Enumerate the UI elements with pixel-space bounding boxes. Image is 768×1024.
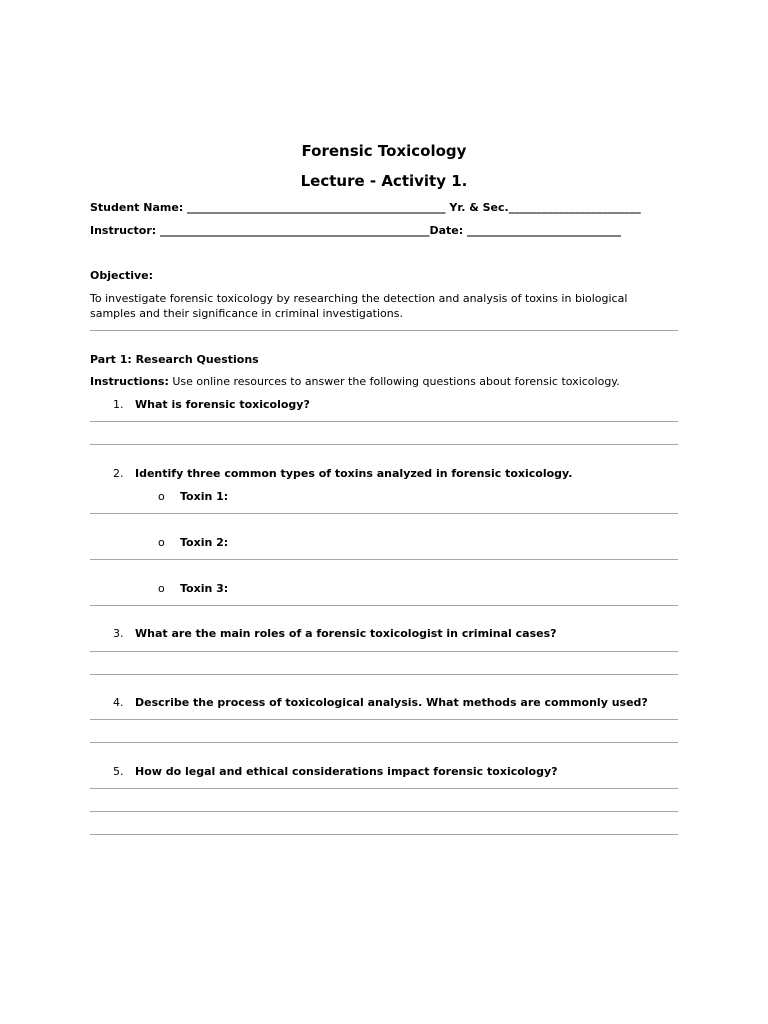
section-divider — [90, 330, 678, 331]
answer-line[interactable] — [90, 605, 678, 606]
question-text: Describe the process of toxicological analysis. What methods are commonly used? — [135, 696, 648, 709]
question-text: What is forensic toxicology? — [135, 398, 310, 411]
answer-line[interactable] — [90, 834, 678, 835]
toxin-label: Toxin 3: — [180, 582, 229, 595]
question-number: 1. — [113, 398, 124, 411]
answer-line[interactable] — [90, 513, 678, 514]
instructor-field[interactable]: Instructor: _________________________________________________Date: ____________________________ — [90, 224, 621, 237]
instructions-line — [90, 375, 620, 388]
answer-line[interactable] — [90, 674, 678, 675]
answer-line[interactable] — [90, 559, 678, 560]
part1-heading: Part 1: Research Questions — [90, 353, 259, 366]
toxin-label: Toxin 2: — [180, 536, 229, 549]
objective-heading: Objective: — [90, 269, 154, 282]
answer-line[interactable] — [90, 444, 678, 445]
answer-line[interactable] — [90, 788, 678, 789]
objective-text-line-2: samples and their significance in criminal investigations. — [90, 307, 403, 320]
question-number: 2. — [113, 467, 124, 480]
answer-line[interactable] — [90, 811, 678, 812]
answer-line[interactable] — [90, 651, 678, 652]
document-title: Forensic Toxicology — [301, 142, 467, 160]
bullet-icon: o — [158, 582, 165, 595]
document-subtitle: Lecture - Activity 1. — [300, 172, 468, 190]
student-name-field[interactable]: Student Name: _______________________________________________ Yr. & Sec.________________________ — [90, 201, 641, 214]
answer-line[interactable] — [90, 421, 678, 422]
objective-text-line-1: To investigate forensic toxicology by researching the detection and analysis of toxins in biological — [90, 292, 628, 305]
answer-line[interactable] — [90, 719, 678, 720]
question-text: What are the main roles of a forensic toxicologist in criminal cases? — [135, 627, 557, 640]
question-number: 3. — [113, 627, 124, 640]
question-text: How do legal and ethical considerations impact forensic toxicology? — [135, 765, 558, 778]
bullet-icon: o — [158, 536, 165, 549]
question-text: Identify three common types of toxins analyzed in forensic toxicology. — [135, 467, 573, 480]
instructions-text: Use online resources to answer the following questions about forensic toxicology. — [172, 375, 620, 388]
question-number: 5. — [113, 765, 124, 778]
toxin-label: Toxin 1: — [180, 490, 229, 503]
bullet-icon: o — [158, 490, 165, 503]
answer-line[interactable] — [90, 742, 678, 743]
instructions-label: Instructions: — [90, 375, 169, 388]
question-number: 4. — [113, 696, 124, 709]
